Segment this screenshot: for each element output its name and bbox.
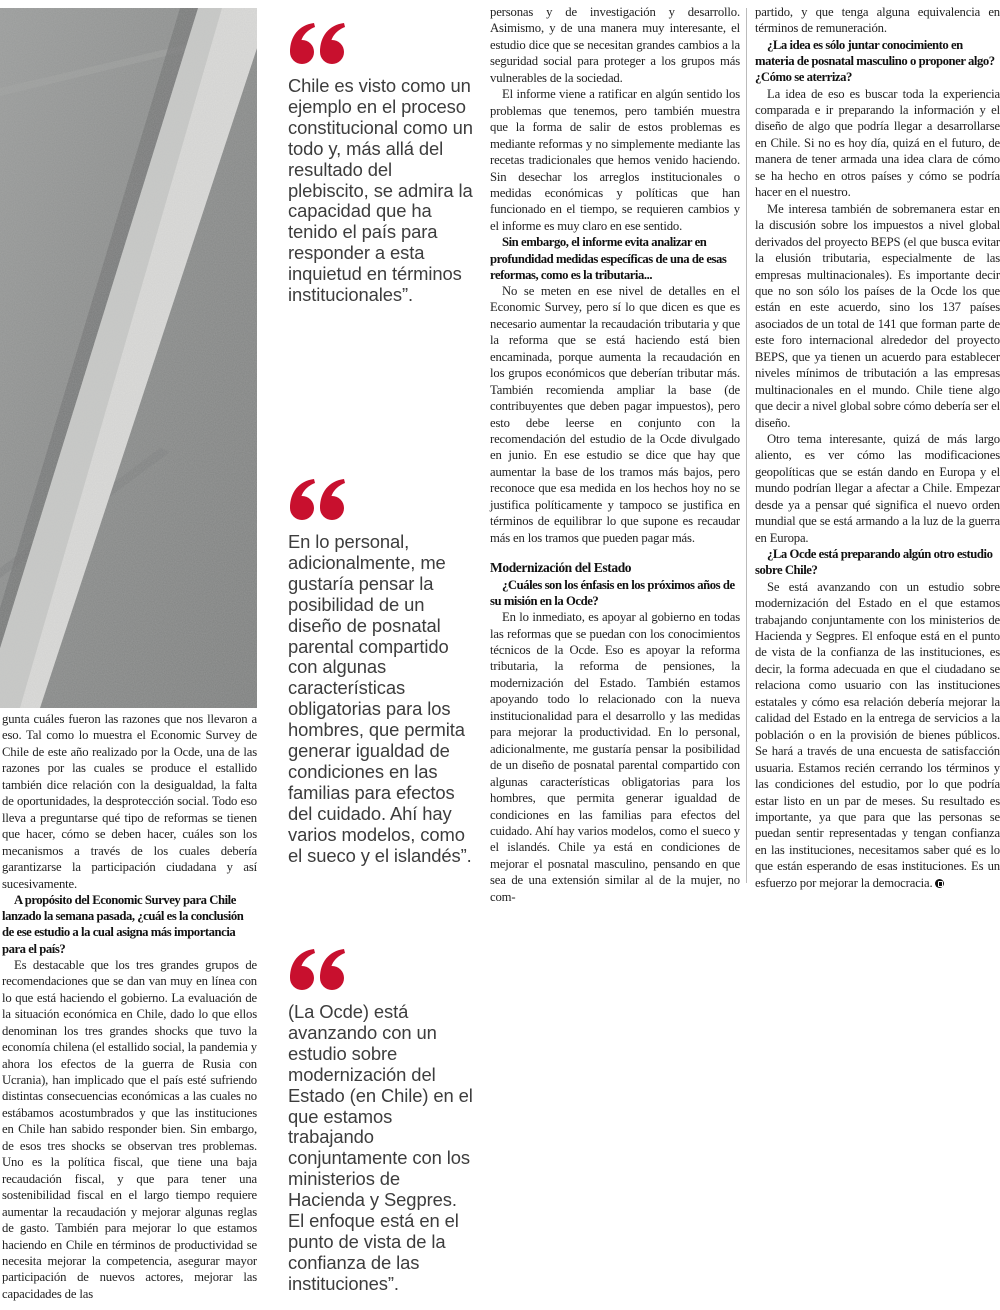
article-column-4: [755, 4, 1000, 891]
body-paragraph: [490, 86, 740, 234]
body-paragraph: [755, 201, 1000, 431]
body-paragraph: [2, 957, 257, 1303]
paragraph-text: Es destacable que los tres grandes grupos de recomendaciones que se dan van muy en línea con lo que está haciendo el gobierno. La evaluación de la situación económica en Chile, dado lo que ellos denominan los tres grandes shocks que tuvo la economía chilena (el estallido social, la pandemia y ahora los efectos de la guerra de Rusia con Ucrania), han implicado que el país esté sufriendo distintas consecuencias económicas a las cuales no estábamos acostumbrados y que las instituciones en Chile han sabido responder bien. Sin embargo, de esos tres shocks se observan tres problemas. Uno es la política fiscal, que tiene una baja recaudación fiscal, y que para tener una sostenibilidad fiscal en el largo tiempo requiere aumentar la recaudación y mejorar algunas reglas de gasto. También para mejorar lo que estamos haciendo en Chile en términos de productividad se necesita mejorar la competencia, asegurar mayor participación de nuevos actores, mejorar las capacidades de las: [2, 957, 257, 1301]
pull-quote-3: [288, 944, 473, 1295]
paragraph-text: La idea de eso es buscar toda la experiencia comparada e ir preparando la información y el diseño de algo que podría llegar a desarrollarse en Chile. Si no es hoy día, quizá en el futuro, de manera de tener armada una idea clara de cómo se ha hecho en otros países y cómo se podría hacer en el nuestro.: [755, 86, 1000, 200]
body-paragraph: [755, 579, 1000, 892]
paragraph-text: ¿La idea es sólo juntar conocimiento en materia de posnatal masculino o proponer algo? ¿Cómo se aterriza?: [755, 37, 995, 85]
paragraph-text: ¿Cuáles son los énfasis en los próximos años de su misión en la Ocde?: [490, 577, 735, 608]
column-divider: [746, 8, 747, 883]
paragraph-text: En lo inmediato, es apoyar al gobierno en todas las reformas que se puedan con los conocimientos técnicos de la Ocde. Eso es apoyar la reforma tributaria, la reforma de pensiones, la modernización del Estado. También estamos apoyando todo lo relacionado con la nueva institucionalidad para el desarrollo y las medidas para mejorar la productividad. En lo personal, adicionalmente, me gustaría pensar la posibilidad de un diseño de posnatal parental compartido con algunas características obligatorias para los hombres, que permita generar igualdad de condiciones en las familias para efectos del cuidado. Ahí hay varios modelos, como el sueco y el islandés. Chile ya está en condiciones de mejorar el posnatal masculino, pensando en que sea de una extensión similar al de la mujer, no com-: [490, 610, 740, 904]
interview-question: [755, 546, 1000, 578]
body-paragraph: [755, 431, 1000, 546]
end-of-article-icon: [935, 879, 944, 888]
pull-quote-2: [288, 474, 473, 867]
article-column-1: [2, 711, 257, 1302]
quote-marks-icon: [288, 22, 348, 66]
paragraph-text: personas y de investigación y desarrollo. Asimismo, y de una manera muy interesante, el estudio dice que se necesitan grandes cambios a la seguridad social para proteger a los grupos más vulnerables de la sociedad.: [490, 5, 740, 85]
interview-question: [2, 892, 257, 957]
interview-question: [490, 577, 740, 609]
paragraph-text: Otro tema interesante, quizá de más largo aliento, es ver cómo las modificaciones geopolíticas que se están dando en Europa y el mundo podrían llegar a afectar a Chile. Empezar desde ya a pensar qué significa el nuevo orden mundial que se está armando a la luz de la guerra en Europa.: [755, 432, 1000, 545]
quote-marks-icon: [288, 948, 348, 992]
body-paragraph: [490, 4, 740, 86]
interview-question: [490, 234, 740, 283]
pull-quote-1: [288, 18, 473, 306]
body-paragraph: [490, 283, 740, 546]
paragraph-text: A propósito del Economic Survey para Chile lanzado la semana pasada, ¿cuál es la conclusión de ese estudio a la cual asigna más importancia para el país?: [2, 892, 244, 956]
pull-quote-text: En lo personal, adicionalmente, me gustaría pensar la posibilidad de un diseño de posnatal parental compartido con algunas características obligatorias para los hombres, que permita generar igualdad de condiciones en las familias para efectos del cuidado. Ahí hay varios modelos, como el sueco y el islandés”.: [288, 531, 472, 866]
paragraph-text: Modernización del Estado: [490, 560, 632, 576]
body-paragraph: [755, 4, 1000, 37]
body-paragraph: [490, 609, 740, 905]
paragraph-text: El informe viene a ratificar en algún sentido los problemas que tenemos, pero también muestra que la forma de salir de estos problemas es mediante reformas y no simplemente mediante las recetas tradicionales que hemos venido haciendo. Sin desechar los arreglos institucionales o medidas económicas y políticas que han funcionado en el tiempo, se requieren cambios y el informe es muy claro en ese sentido.: [490, 87, 740, 233]
body-paragraph: [755, 86, 1000, 201]
paragraph-text: Se está avanzando con un estudio sobre modernización del Estado en el que estamos trabajando conjuntamente con los ministerios de Hacienda y Segpres. El enfoque está en el punto de vista de la confianza de las instituciones, es decir, la forma adecuada en que el ciudadano se relaciona como usuario con las instituciones estatales y cómo esa relación debería mejorar la calidad del Estado en la entrega de servicios a la población o en la provisión de bienes públicos. Se hará a través de una encuesta de satisfacción usuaria. Estamos recién cerrando los términos y las condiciones del estudio, por lo que podría estar listo en un par de meses. Su resultado es importante, ya que para que las personas se puedan sentir representadas y tengan confianza en las instituciones, necesitamos saber qué es lo que están esperando de esas instituciones. Es un esfuerzo por mejorar la democracia.: [755, 579, 1000, 890]
paragraph-text: No se meten en ese nivel de detalles en el Economic Survey, pero sí lo que dicen es que es necesario aumentar la recaudación tributaria y que la reforma que se está haciendo está bien encaminada, porque aumenta la recaudación en los grupos económicos que deberían tributar más. También recomienda ampliar la base (de contribuyentes que deben pagar impuestos), pero esto debe leerse en conjunto con la recomendación del estudio de la Ocde divulgado en junio. En ese estudio se dice que hay que aumentar la base de los tramos más bajos, pero reconoce que esa medida en los hechos hoy no se justifica políticamente y tampoco se justifica en términos de equilibrar lo que supone es recaudar más en los tramos que pueden pagar más.: [490, 283, 740, 545]
paragraph-text: partido, y que tenga alguna equivalencia en términos de remuneración.: [755, 5, 1000, 36]
paragraph-text: Me interesa también de sobremanera estar en la discusión sobre los impuestos a nivel global derivados del proyecto BEPS (el que busca evitar la elusión tributaria, especialmente de las empresas multinacionales). Es importante decir que no son sólo los países de la Ocde los que están en este acuerdo, sino los 137 países asociados de un total de 141 que forman parte de este foro internacional alrededor del proyecto BEPS, que ya tienen un acuerdo para establecer niveles mínimos de tributación a las empresas multinacionales en el mundo. Chile tiene algo que decir a nivel global sobre cómo debería ser el diseño.: [755, 201, 1000, 430]
quote-marks-icon: [288, 478, 348, 522]
paragraph-text: ¿La Ocde está preparando algún otro estudio sobre Chile?: [755, 547, 993, 578]
article-column-3: [490, 4, 740, 905]
paragraph-text: Sin embargo, el informe evita analizar en profundidad medidas específicas de una de esas reformas, como es la tributaria...: [490, 235, 727, 282]
body-paragraph: [2, 711, 257, 892]
interview-question: [755, 37, 1000, 86]
section-heading: [490, 560, 740, 576]
article-photo-concrete: [0, 8, 257, 708]
paragraph-text: gunta cuáles fueron las razones que nos llevaron a eso. Tal como lo muestra el Economic Survey de Chile de este año realizado por la Ocde, una de las razones por las cuales se produce el estallido también dice relación con la desigualdad, la falta de oportunidades, la desprotección social. Todo eso lleva a preguntarse qué tipo de reformas se tienen que hacer, cómo se deben hacer, cuáles son los mecanismos a través de los cuales debería garantizarse la participación ciudadana y así sucesivamente.: [2, 712, 257, 891]
pull-quote-text: Chile es visto como un ejemplo en el proceso constitucional como un todo y, más allá del resultado del plebiscito, se admira la capacidad que ha tenido el país para responder a esta inquietud en términos institucionales”.: [288, 75, 473, 306]
pull-quote-text: (La Ocde) está avanzando con un estudio sobre modernización del Estado (en Chile) en el que estamos trabajando conjuntamente con los ministerios de Hacienda y Segpres. El enfoque está en el punto de vista de la confianza de las instituciones”.: [288, 1001, 473, 1294]
